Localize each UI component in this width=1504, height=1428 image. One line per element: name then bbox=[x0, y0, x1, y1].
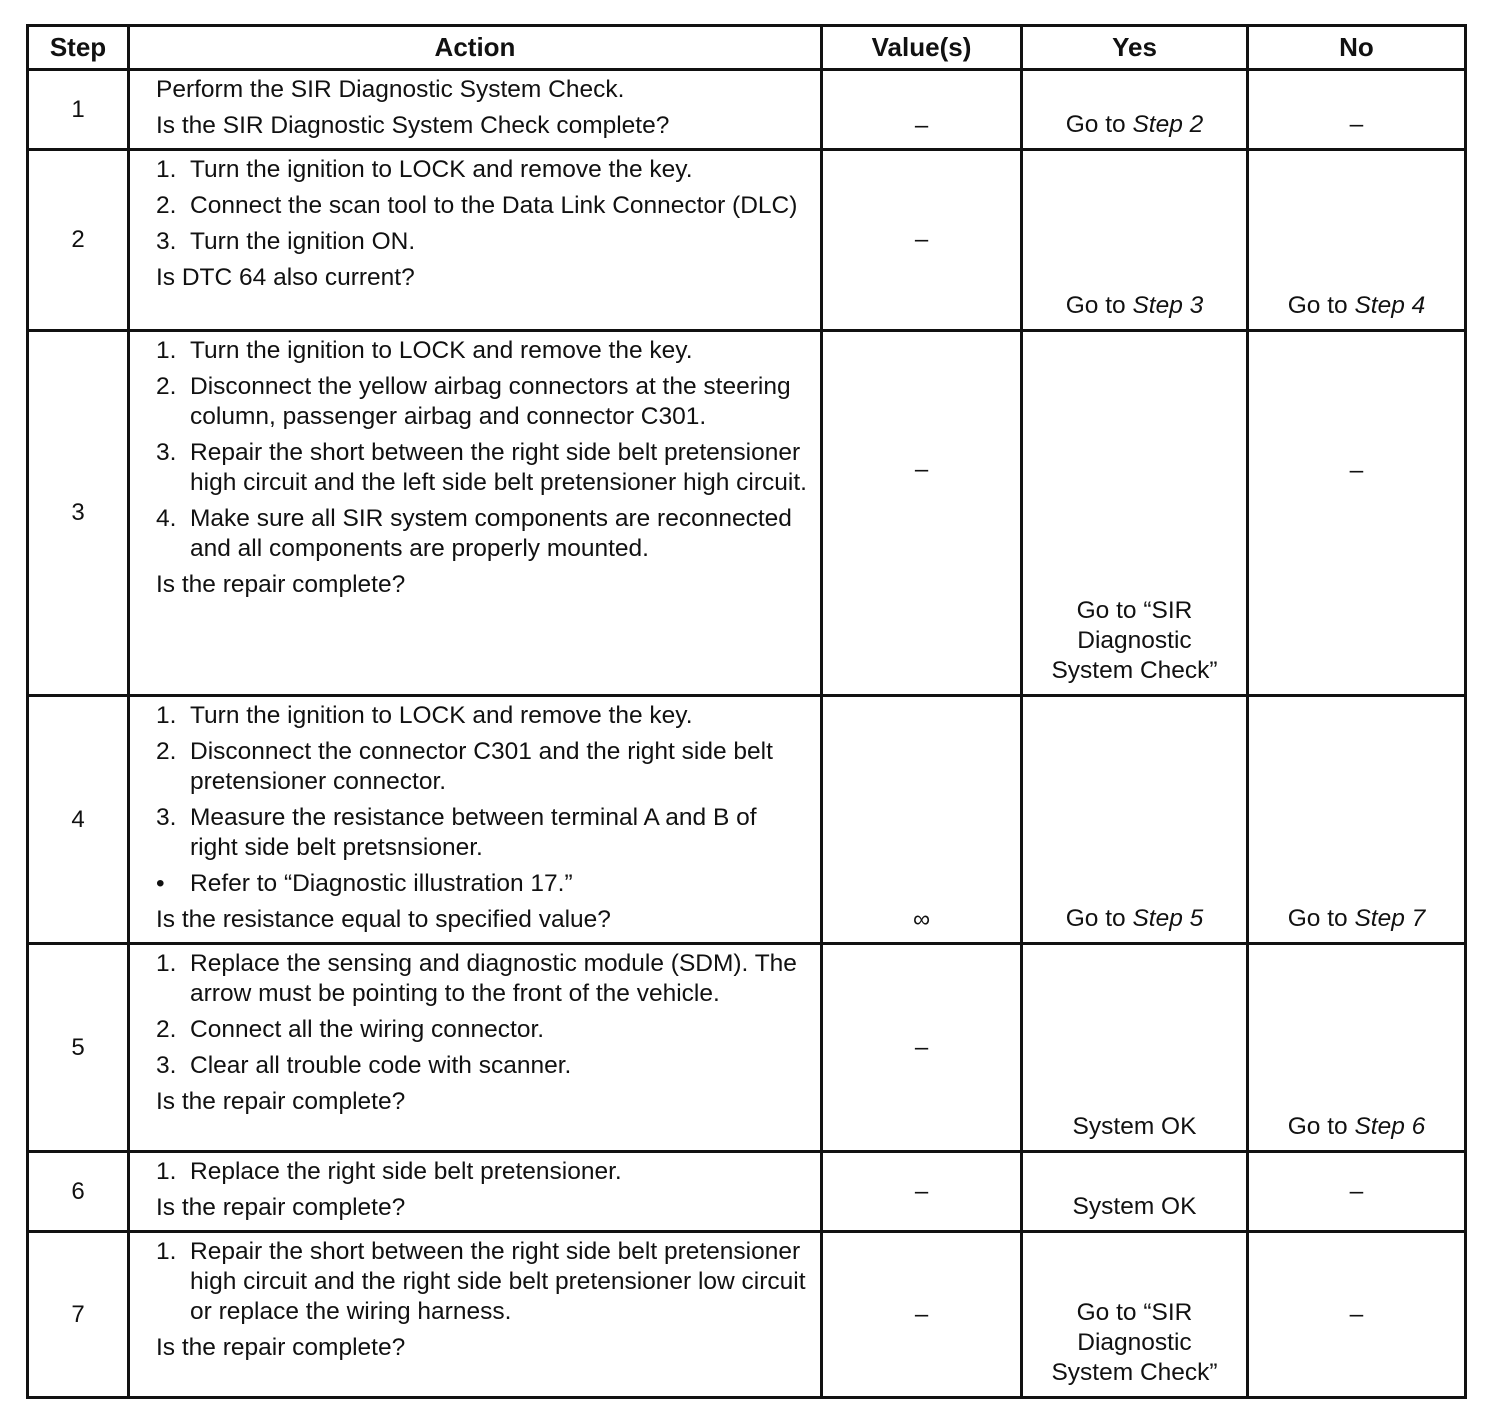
yes-cell bbox=[1022, 70, 1248, 150]
action-cell bbox=[129, 150, 822, 331]
table-row bbox=[28, 150, 1466, 331]
action-item bbox=[156, 1157, 810, 1187]
action-question: Is the repair complete? bbox=[156, 1088, 406, 1115]
action-item bbox=[156, 1051, 810, 1081]
yes-cell bbox=[1022, 1232, 1248, 1398]
action-item bbox=[156, 701, 810, 731]
item-text: Replace the sensing and diagnostic module (SDM). The arrow must be pointing to the front of the vehicle. bbox=[190, 950, 797, 1007]
item-text: Turn the ignition to LOCK and remove the key. bbox=[190, 702, 693, 729]
action-question: Is the repair complete? bbox=[156, 571, 406, 598]
item-text: Replace the right side belt pretensioner. bbox=[190, 1158, 622, 1185]
item-number: 1. bbox=[156, 1158, 177, 1185]
no-step-ref: Step 4 bbox=[1354, 292, 1426, 319]
no-cell: – bbox=[1248, 1152, 1466, 1232]
no-cell bbox=[1248, 150, 1466, 331]
step-number: 7 bbox=[28, 1232, 129, 1398]
item-number: 4. bbox=[156, 505, 177, 532]
action-item bbox=[156, 336, 810, 366]
header-step: Step bbox=[28, 26, 129, 70]
step-number: 4 bbox=[28, 696, 129, 944]
action-cell bbox=[129, 696, 822, 944]
value-cell: – bbox=[822, 1152, 1022, 1232]
item-number: 1. bbox=[156, 337, 177, 364]
value-cell: – bbox=[822, 331, 1022, 696]
action-cell bbox=[129, 944, 822, 1152]
item-text: Repair the short between the right side belt pretensioner high circuit and the left side belt pretensioner high circuit. bbox=[190, 439, 807, 496]
yes-cell: System OK bbox=[1022, 1152, 1248, 1232]
header-row bbox=[28, 26, 1466, 70]
step-number: 6 bbox=[28, 1152, 129, 1232]
item-number: 2. bbox=[156, 373, 177, 400]
action-item bbox=[156, 1015, 810, 1045]
action-item bbox=[156, 1237, 810, 1327]
action-item bbox=[156, 438, 810, 498]
yes-cell bbox=[1022, 331, 1248, 696]
header-action: Action bbox=[129, 26, 822, 70]
value-cell: – bbox=[822, 944, 1022, 1152]
yes-text: Go to “SIR Diagnostic System Check” bbox=[1051, 1299, 1218, 1386]
table-row bbox=[28, 1232, 1466, 1398]
yes-text: Go to “SIR Diagnostic System Check” bbox=[1051, 597, 1218, 684]
action-question: Is the resistance equal to specified value? bbox=[156, 906, 611, 933]
item-number: 1. bbox=[156, 1238, 177, 1265]
value-cell: – bbox=[822, 1232, 1022, 1398]
yes-cell bbox=[1022, 696, 1248, 944]
action-cell bbox=[129, 1232, 822, 1398]
table-row bbox=[28, 1152, 1466, 1232]
item-number: 3. bbox=[156, 804, 177, 831]
action-item bbox=[156, 227, 810, 257]
action-item bbox=[156, 504, 810, 564]
action-item bbox=[156, 372, 810, 432]
action-cell bbox=[129, 331, 822, 696]
no-step-ref: Step 6 bbox=[1354, 1113, 1426, 1140]
table-row bbox=[28, 944, 1466, 1152]
yes-prefix: Go to bbox=[1065, 905, 1133, 932]
action-item bbox=[156, 191, 810, 221]
item-number: 2. bbox=[156, 1016, 177, 1043]
item-text: Make sure all SIR system components are reconnected and all components are properly mounted. bbox=[190, 505, 792, 562]
item-number: 1. bbox=[156, 156, 177, 183]
header-yes: Yes bbox=[1022, 26, 1248, 70]
no-cell: – bbox=[1248, 70, 1466, 150]
action-cell bbox=[129, 70, 822, 150]
bullet-icon: • bbox=[156, 870, 165, 897]
item-text: Repair the short between the right side belt pretensioner high circuit and the right side belt pretensioner low circuit or replace the wiring harness. bbox=[190, 1238, 806, 1325]
no-prefix: Go to bbox=[1287, 1113, 1355, 1140]
action-question: Is the repair complete? bbox=[156, 1334, 406, 1361]
yes-step-ref: Step 5 bbox=[1132, 905, 1204, 932]
item-number: 2. bbox=[156, 738, 177, 765]
action-item bbox=[156, 949, 810, 1009]
header-values: Value(s) bbox=[822, 26, 1022, 70]
no-cell: – bbox=[1248, 331, 1466, 696]
table-row bbox=[28, 696, 1466, 944]
value-cell: – bbox=[822, 150, 1022, 331]
value-cell: ∞ bbox=[822, 696, 1022, 944]
yes-cell: System OK bbox=[1022, 944, 1248, 1152]
item-number: 1. bbox=[156, 702, 177, 729]
action-bullet bbox=[156, 869, 810, 899]
action-item bbox=[156, 803, 810, 863]
action-item bbox=[156, 737, 810, 797]
step-number: 5 bbox=[28, 944, 129, 1152]
item-text: Measure the resistance between terminal A and B of right side belt pretsnsioner. bbox=[190, 804, 757, 861]
action-question: Is the SIR Diagnostic System Check complete? bbox=[156, 112, 670, 139]
table-row bbox=[28, 70, 1466, 150]
yes-step-ref: Step 3 bbox=[1132, 292, 1204, 319]
item-number: 3. bbox=[156, 1052, 177, 1079]
item-text: Turn the ignition ON. bbox=[190, 228, 416, 255]
item-number: 3. bbox=[156, 228, 177, 255]
item-text: Disconnect the connector C301 and the right side belt pretensioner connector. bbox=[190, 738, 773, 795]
item-text: Clear all trouble code with scanner. bbox=[190, 1052, 572, 1079]
no-cell bbox=[1248, 696, 1466, 944]
item-number: 3. bbox=[156, 439, 177, 466]
action-question: Is the repair complete? bbox=[156, 1194, 406, 1221]
table-row bbox=[28, 331, 1466, 696]
yes-prefix: Go to bbox=[1065, 292, 1133, 319]
item-number: 2. bbox=[156, 192, 177, 219]
header-no: No bbox=[1248, 26, 1466, 70]
item-text: Connect all the wiring connector. bbox=[190, 1016, 545, 1043]
step-number: 1 bbox=[28, 70, 129, 150]
value-cell: – bbox=[822, 70, 1022, 150]
action-cell bbox=[129, 1152, 822, 1232]
item-number: 1. bbox=[156, 950, 177, 977]
no-cell: – bbox=[1248, 1232, 1466, 1398]
yes-cell bbox=[1022, 150, 1248, 331]
item-text: Connect the scan tool to the Data Link Connector (DLC) bbox=[190, 192, 798, 219]
diagnostic-table bbox=[26, 24, 1467, 1399]
step-number: 3 bbox=[28, 331, 129, 696]
yes-prefix: Go to bbox=[1065, 111, 1133, 138]
no-cell bbox=[1248, 944, 1466, 1152]
no-step-ref: Step 7 bbox=[1354, 905, 1426, 932]
yes-step-ref: Step 2 bbox=[1132, 111, 1204, 138]
item-text: Turn the ignition to LOCK and remove the key. bbox=[190, 156, 693, 183]
no-prefix: Go to bbox=[1287, 905, 1355, 932]
step-number: 2 bbox=[28, 150, 129, 331]
item-text: Turn the ignition to LOCK and remove the key. bbox=[190, 337, 693, 364]
action-line: Perform the SIR Diagnostic System Check. bbox=[156, 76, 625, 103]
action-item bbox=[156, 155, 810, 185]
item-text: Disconnect the yellow airbag connectors at the steering column, passenger airbag and connector C301. bbox=[190, 373, 791, 430]
item-text: Refer to “Diagnostic illustration 17.” bbox=[190, 870, 573, 897]
no-prefix: Go to bbox=[1287, 292, 1355, 319]
action-question: Is DTC 64 also current? bbox=[156, 264, 415, 291]
